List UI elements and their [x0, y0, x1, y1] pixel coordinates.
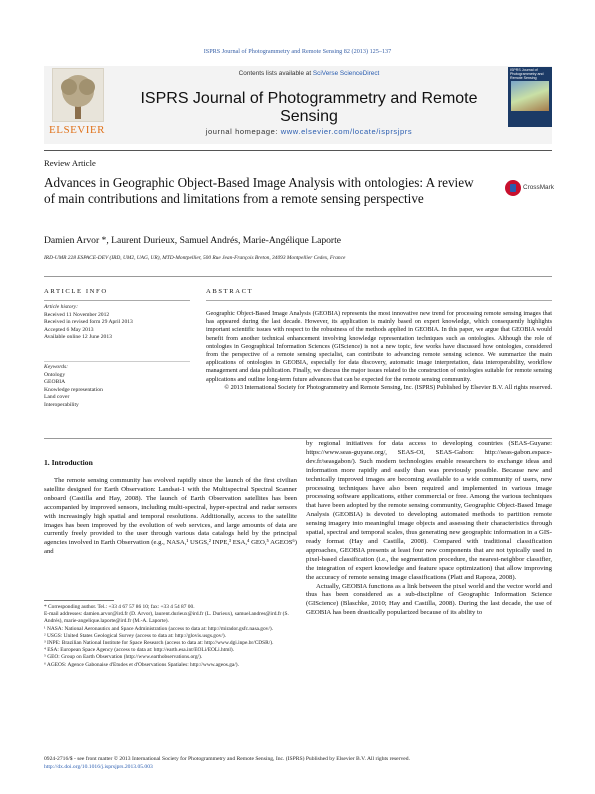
footnote[interactable]: ² USGS: United States Geological Survey (access to data at: http://glovis.usgs.gov/). — [44, 632, 227, 639]
crossmark-label: CrossMark — [523, 184, 554, 191]
footnote[interactable]: ¹ NASA: National Aeronautics and Space Administration (access to data at: http://mirador.gsfc.nasa.gov/). — [44, 625, 274, 632]
journal-homepage — [120, 127, 498, 136]
article-title: Advances in Geographic Object-Based Image Analysis with ontologies: A review of main contributions and limitations from a remote sensing perspective — [44, 175, 474, 206]
doi-link[interactable]: http://dx.doi.org/10.1016/j.isprsjprs.2013.05.003 — [44, 764, 153, 770]
history-item: Received 11 November 2012 — [44, 311, 110, 318]
page-footer — [44, 755, 552, 771]
running-head[interactable]: ISPRS Journal of Photogrammetry and Remote Sensing 82 (2013) 125–137 — [203, 48, 392, 55]
footnote: * Corresponding author. Tel.: +33 4 67 57 86 10; fax: +33 4 54 87 00. — [44, 604, 195, 610]
journal-cover[interactable] — [508, 67, 552, 127]
journal-title: ISPRS Journal of Photogrammetry and Remote Sensing — [140, 90, 478, 125]
cover-image — [511, 81, 549, 111]
keyword: Interoperability — [44, 401, 79, 408]
masthead-divider — [44, 150, 552, 151]
abstract-divider — [44, 438, 552, 439]
affiliation: IRD-UMR 228 ESPACE-DEV (IRD, UM2, UAG, UR), MTD-Montpellier, 500 Rue Jean-François Breton, 34093 Montpellier Cedex, France — [44, 255, 346, 261]
footnote[interactable]: E-mail addresses: damien.arvor@ird.fr (D. Arvor), laurent.durieux@ird.fr (L. Durieux), samuel.andres@ird.fr (S. Andrés), marie-angelique.laporte@ird.fr (M.-A. Laporte). — [44, 611, 289, 625]
footnote-rule — [44, 600, 114, 601]
cover-title: ISPRS Journal of Photogrammetry and Remote Sensing — [510, 68, 544, 80]
article-history — [44, 304, 190, 342]
history-item: Available online 12 June 2013 — [44, 334, 112, 341]
header-divider — [44, 276, 552, 277]
publisher-name: ELSEVIER — [49, 124, 105, 136]
issn-line: 0924-2716/$ - see front matter © 2013 International Society for Photogrammetry and Remote Sensing, Inc. (ISPRS) Published by Elsevier B.V. All rights reserved. — [44, 756, 410, 762]
keyword: GEOBIA — [44, 379, 66, 386]
footnotes — [44, 604, 297, 669]
history-label: Article history: — [44, 304, 79, 310]
keywords — [44, 364, 190, 410]
body-paragraph: by regional initiatives for data access to developing countries (SEAS-Guyane: https://www.seas-guyane.org/, SEAS-OI, SEAS-Gabon: http://seas-gabon.espace-dev.fr/seasgabon/). Such modern technologies enable researchers to exchange ideas and information more rapidly and easily than was previously possible. Because new and technically improved images are becoming available to a wide community of users, new processing techniques have also been required and implemented in various image processing software applications, either commercial or free. Among the various techniques that have been adopted by the remote sensing community, Geographic Object-Based Image Analysis (GEOBIA) is devoted to developing automated methods to partition remote sensing imagery into meaningful image objects and assessing their characteristics through spatial, spectral and temporal scales, thus generating new geographic information in a GIS-ready format (Hay and Castilla, 2008). Compared with traditional classification approaches, GEOBIA presents at least four new components that are not typically used in pixel-based classification (i.e., the segmentation procedure, the nearest-neighbor classifier, the integration of expert knowledge and feature space optimization) that allow improving the accuracy of remote sensing image classifications (Platt and Rapoza, 2008). — [306, 440, 552, 581]
body-paragraph: The remote sensing community has evolved rapidly since the launch of the first civilian satellite designed for Earth Observation: Landsat-1 with the Multispectral Spectral Scanner onboard (Castilla and Hay, 2008). The launch of Earth Observation satellites has been accompanied by improved sensors, including multi-spectral, hyper-spectral and radar sensors with increasingly high spatial and temporal resolutions. Additionally, access to the satellite images has been improved by the evolution of web services, and large amounts of data are currently freely provided to the user through various data catalogs held by the principal agencies involved in Earth Observation (e.g., NASA,¹ USGS,² INPE,³ ESA,⁴ GEO,⁵ AGEOS⁶) and — [44, 477, 297, 556]
abstract-rule — [206, 300, 552, 301]
footnote[interactable]: ⁵ GEO: Group on Earth Observation (http://www.earthobservations.org/). — [44, 654, 203, 661]
elsevier-tree-icon — [52, 68, 104, 122]
body-column-left — [44, 477, 297, 557]
article-info-rule — [44, 300, 190, 301]
contents-prefix: Contents lists available at — [238, 70, 313, 77]
keyword: Knowledge representation — [44, 386, 103, 393]
author-list: Damien Arvor *, Laurent Durieux, Samuel Andrés, Marie-Angélique Laporte — [44, 235, 342, 246]
crossmark-icon — [505, 180, 521, 196]
homepage-prefix: journal homepage: — [205, 127, 281, 136]
section-heading: 1. Introduction — [44, 458, 93, 467]
body-paragraph: Actually, GEOBIA functions as a link between the pixel world and the vector world and thus has been considered as a sub-discipline of Geographic Information Science (GIScience) (Blaschke, 2010; Hay and Castilla, 2008). During the last decade, the use of GEOBIA has been drastically popularized because of its ability to — [306, 582, 552, 617]
history-item: Received in revised form 29 April 2013 — [44, 319, 133, 326]
keyword: Ontology — [44, 371, 66, 378]
footnote[interactable]: ⁶ AGEOS: Agence Gabonaise d'Etudes et d'Observations Spatiales: http://www.ageos.ga/). — [44, 661, 239, 668]
abstract-copyright: © 2013 International Society for Photogrammetry and Remote Sensing, Inc. (ISPRS) Published by Elsevier B.V. All rights reserved. — [224, 383, 552, 391]
footnote[interactable]: ³ INPE: Brazilian National Institute for Space Research (access to data at: http://www.dgi.inpe.br/CDSR/). — [44, 640, 274, 647]
homepage-link[interactable]: www.elsevier.com/locate/isprsjprs — [280, 127, 413, 136]
history-item: Accepted 6 May 2013 — [44, 326, 94, 333]
article-type: Review Article — [44, 158, 96, 168]
article-info-heading: ARTICLE INFO — [44, 288, 108, 295]
body-column-right — [306, 440, 552, 618]
keywords-label: Keywords: — [44, 364, 69, 370]
crossmark-badge[interactable] — [505, 180, 555, 198]
abstract-text: Geographic Object-Based Image Analysis (GEOBIA) represents the most innovative new trend for processing remote sensing images that has appeared during the last decade. However, its application is mainly based on expert knowledge, which consequently highlights important scientific issues with respect to the robustness of the methods applied in GEOBIA. In this paper, we argue that GEOBIA would benefit from another technical enhancement involving knowledge representation techniques such as ontologies. Although the role of ontologies in Geographical Information Sciences (GIScience) is not a new topic, few works have discussed how ontologies, considered from the perspective of a remote sensing specialist, can contribute to advancing remote sensing science. We summarize the main applications of ontologies in GEOBIA, especially for data discovery, automatic image interpretation, data interoperability, workflow management and data publication. Finally, we discuss the major issues related to the construction of ontologies suitable for remote sensing applications and outline long-term future advances that can be expected for the remote sensing community. — [206, 310, 552, 383]
sciencedirect-link[interactable]: SciVerse ScienceDirect — [312, 70, 380, 77]
article-info-separator — [44, 361, 190, 362]
elsevier-logo[interactable] — [46, 68, 108, 138]
footnote[interactable]: ⁴ ESA: European Space Agency (access to data at: http://earth.esa.int/EOLi/EOLi.html). — [44, 647, 235, 654]
contents-line — [120, 70, 498, 77]
keyword: Land cover — [44, 394, 70, 401]
abstract-heading: ABSTRACT — [206, 288, 254, 295]
abstract-body — [206, 310, 552, 392]
